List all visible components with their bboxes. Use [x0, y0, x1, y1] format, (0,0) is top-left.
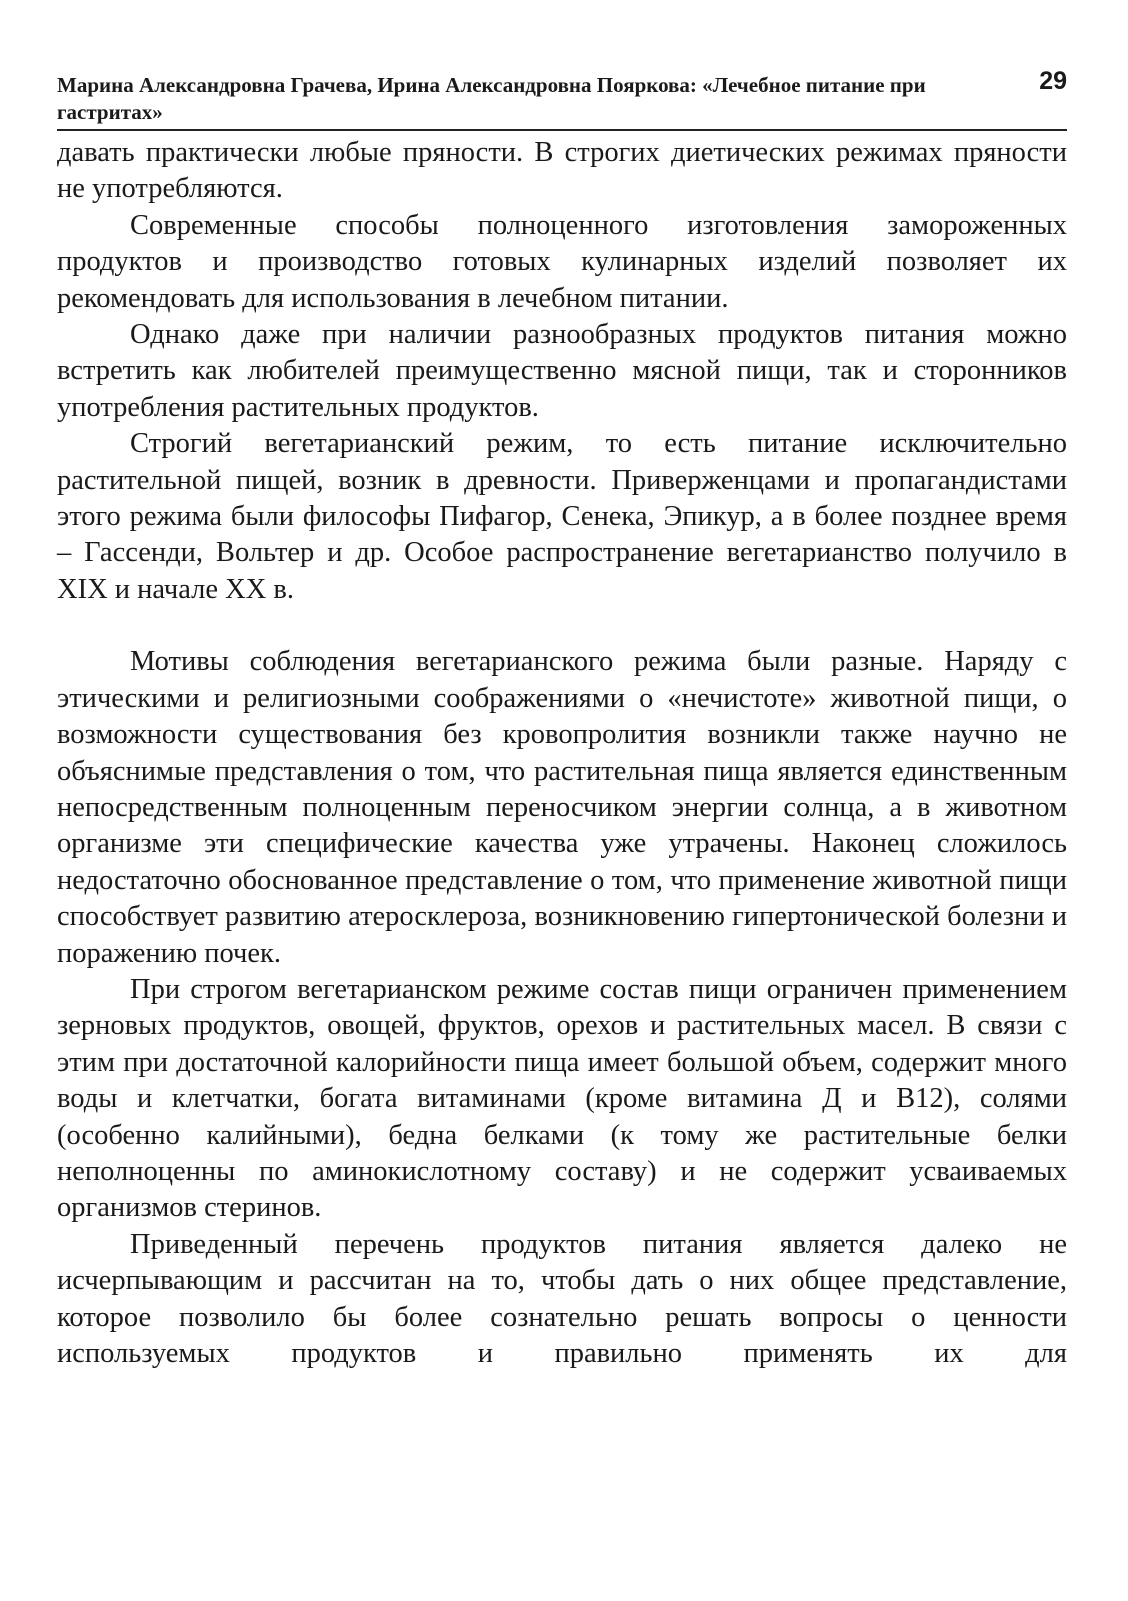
- paragraph: Мотивы соблюдения вегетарианского режима были разные. Наряду с этическими и религиозными соображениями о «нечистоте» животной пищи, о возможности существования без кровопролития возникли также научно не объяснимые представления о том, что растительная пища является единственным непосредственным полноценным переносчиком энергии солнца, а в животном организме эти специфические качества уже утрачены. Наконец сложилось недостаточно обоснованное представление о том, что применение животной пищи способствует развитию атеросклероза, возникновению гипертонической болезни и поражению почек.: [57, 646, 1067, 969]
- page-number: 29: [1039, 67, 1067, 95]
- paragraph: При строгом вегетарианском режиме состав пищи ограничен применением зерновых продуктов, овощей, фруктов, орехов и растительных масел. В связи с этим при достаточной калорийности пища имеет большой объем, содержит много воды и клетчатки, богата витаминами (кроме витамина Д и В12), солями (особенно калийными), бедна белками (к тому же растительные белки неполноценны по аминокислотному составу) и не содержит усваиваемых организмов стеринов.: [57, 973, 1067, 1224]
- paragraph: Строгий вегетарианский режим, то есть питание исключительно растительной пищей, возник в древности. Приверженцами и пропагандистами этого режима были философы Пифагор, Сенека, Эпикур, а в более позднее время – Гассенди, Вольтер и др. Особое распространение вегетарианство получило в XIX и начале XX в.: [57, 428, 1067, 605]
- paragraph: Современные способы полноценного изготовления замороженных продуктов и производство готовых кулинарных изделий позволяет их рекомендовать для использования в лечебном питании.: [57, 209, 1067, 314]
- book-title: Марина Александровна Грачева, Ирина Александровна Пояркова: «Лечебное питание при гастритах»: [57, 73, 926, 124]
- paragraph: давать практически любые пряности. В строгих диетических режимах пряности не употребляются.: [57, 137, 1067, 205]
- paragraph: Приведенный перечень продуктов питания является далеко не исчерпывающим и рассчитан на то, чтобы дать о них общее представление, которое позволило бы более сознательно решать вопросы о ценности используемых продуктов и правильно применять их для: [57, 1228, 1067, 1369]
- document-page: [57, 67, 1067, 1372]
- running-header: [57, 67, 1067, 131]
- paragraph: Однако даже при наличии разнообразных продуктов питания можно встретить как любителей преимущественно мясной пищи, так и сторонников употребления растительных продуктов.: [57, 319, 1067, 423]
- body-text: [57, 135, 1067, 1372]
